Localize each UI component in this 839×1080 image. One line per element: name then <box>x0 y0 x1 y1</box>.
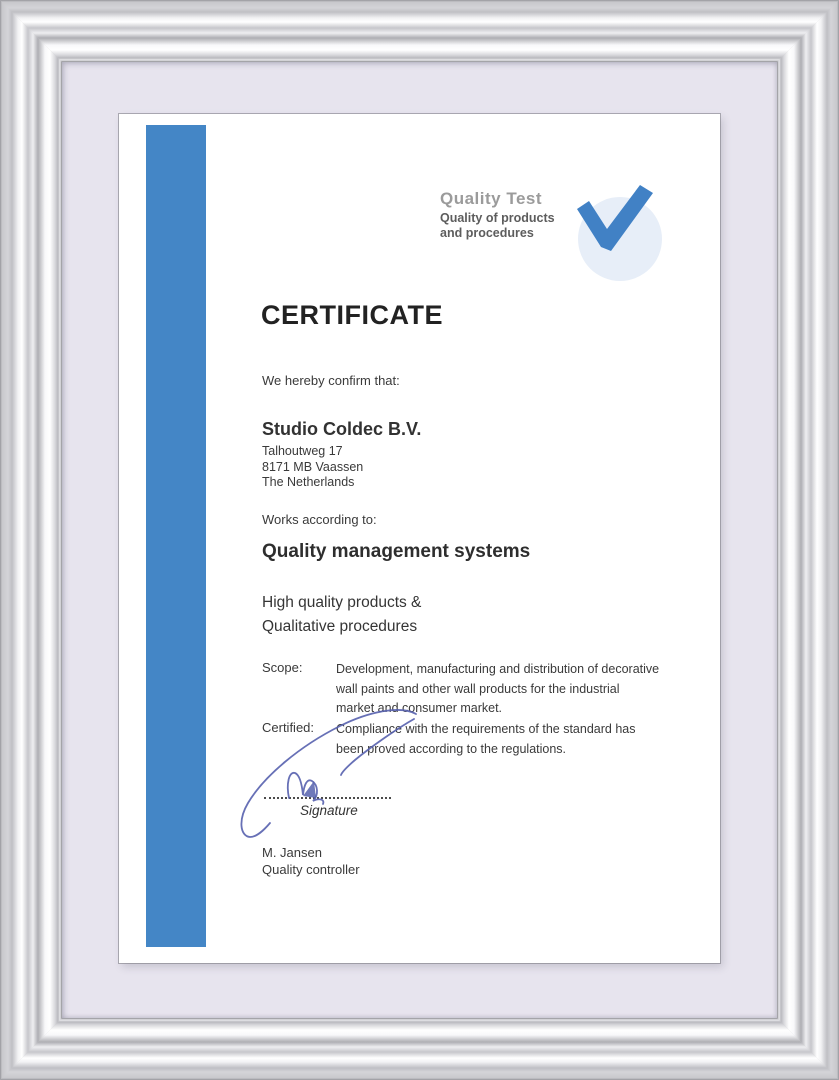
quality-statement <box>262 591 421 638</box>
scope-line1: Development, manufacturing and distribution of decorative <box>336 662 660 676</box>
certified-line2: been proved according to the regulations. <box>336 741 567 756</box>
scope-line2: wall paints and other wall products for the industrial <box>336 681 620 696</box>
address-line-city: 8171 MB Vaassen <box>262 459 364 474</box>
signer-name: M. Jansen <box>262 845 322 860</box>
scope-label: Scope: <box>262 660 303 675</box>
company-address <box>262 444 363 491</box>
logo-title: Quality Test <box>440 189 543 208</box>
address-line-country: The Netherlands <box>262 475 355 489</box>
checkmark-logo <box>559 180 684 305</box>
scope-text <box>336 660 659 719</box>
certified-label: Certified: <box>262 720 315 735</box>
standard-name: Quality management systems <box>262 541 531 562</box>
mat-board <box>62 62 777 1018</box>
signer-title: Quality controller <box>262 861 360 877</box>
address-line-street: Talhoutweg 17 <box>262 444 343 458</box>
logo-subtitle <box>440 211 555 240</box>
frame-molding-top <box>0 0 839 62</box>
signature-caption: Signature <box>300 803 358 818</box>
frame-molding-bottom <box>0 1018 839 1080</box>
logo-subtitle-line1: Quality of products <box>440 211 555 225</box>
certificate-heading: CERTIFICATE <box>261 300 443 330</box>
confirm-line: We hereby confirm that: <box>262 373 400 388</box>
company-name: Studio Coldec B.V. <box>262 419 422 439</box>
works-according-line: Works according to: <box>262 512 377 527</box>
signature-dotted-line <box>264 789 391 799</box>
quality-line2: Qualitative procedures <box>262 617 418 635</box>
scope-line3: market and consumer market. <box>336 701 503 715</box>
certified-line1: Compliance with the requirements of the standard has <box>336 722 636 736</box>
certified-text <box>336 720 635 759</box>
certificate-paper <box>119 114 720 963</box>
signer-block <box>262 845 360 878</box>
logo-subtitle-line2: and procedures <box>440 225 534 240</box>
accent-bar <box>146 125 206 947</box>
quality-line1: High quality products & <box>262 594 422 611</box>
frame-molding-left <box>0 0 62 1080</box>
frame-molding-right <box>777 0 839 1080</box>
